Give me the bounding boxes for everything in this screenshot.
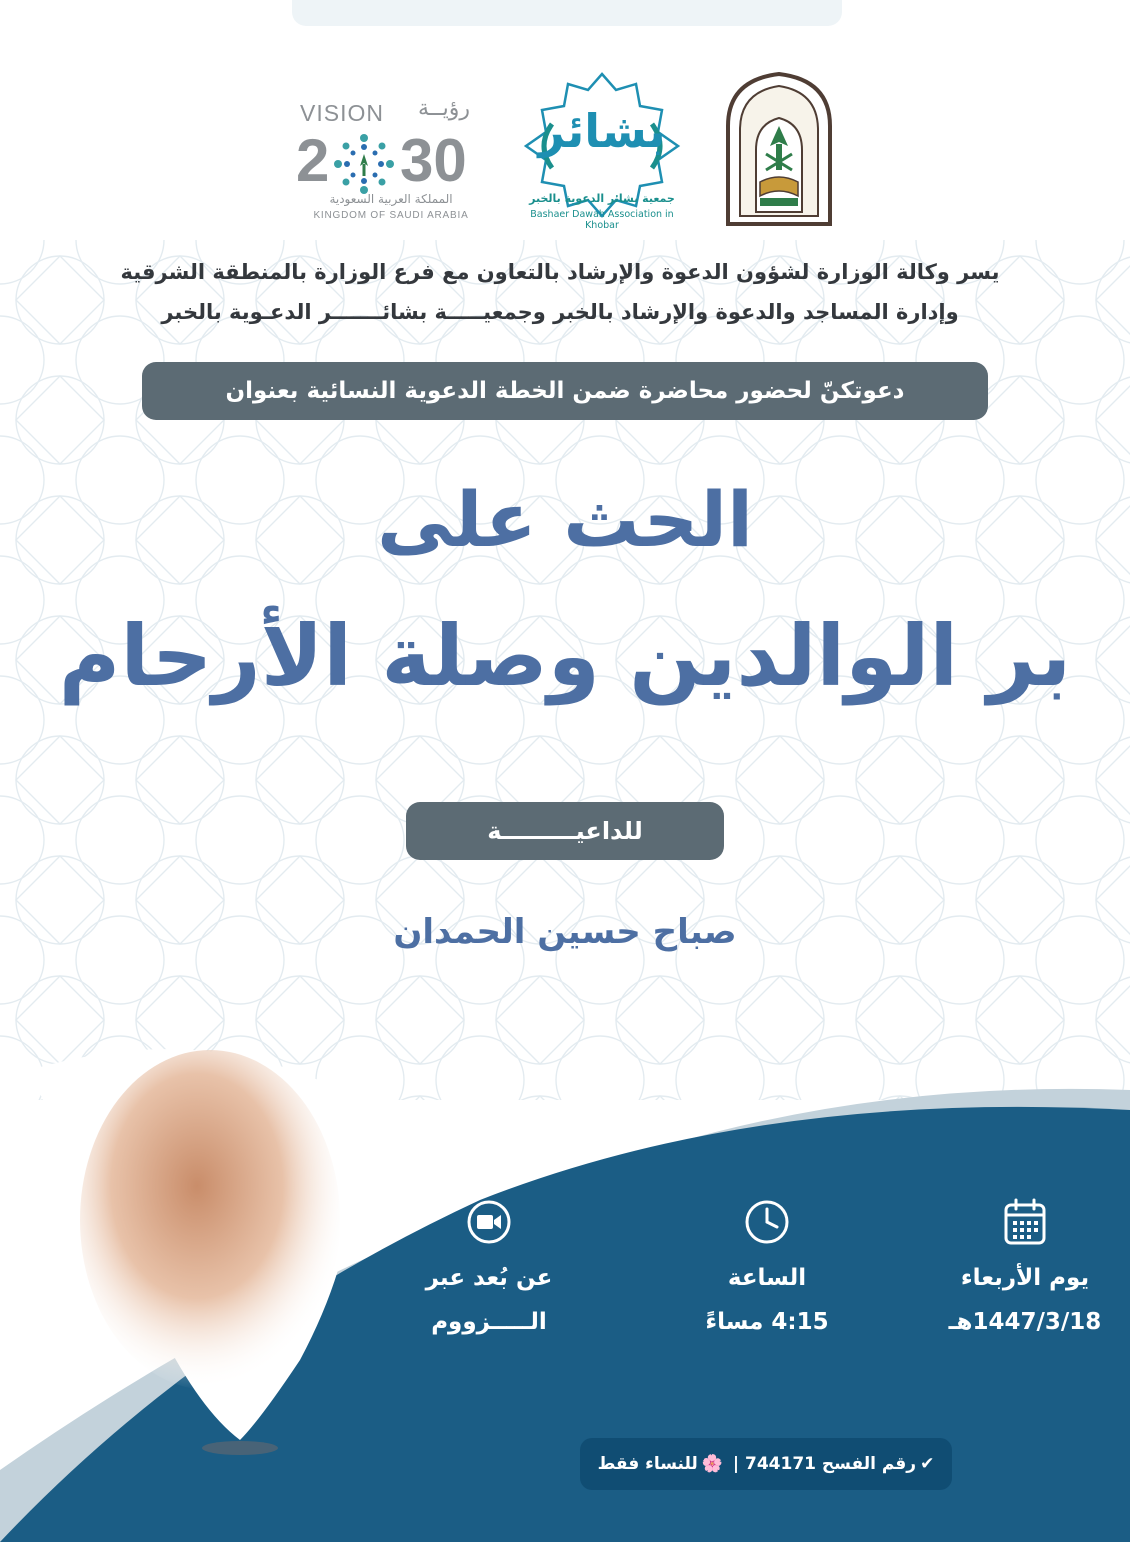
hands-image (80, 1050, 340, 1390)
ministry-logo (720, 70, 838, 226)
vision-2030-logo (296, 96, 492, 228)
video-camera-icon (465, 1198, 513, 1246)
bashaer-subtitle-ar: جمعية بشائر الدعوية بالخبر (529, 192, 675, 205)
vision-word: VISION (300, 100, 384, 126)
date-day: يوم الأربعاء (960, 1265, 1090, 1291)
time-label: الساعة (727, 1265, 807, 1291)
preacher-label: للداعيـــــــــة (406, 802, 724, 860)
top-strip (292, 0, 842, 26)
intro-line-2: وإدارة المساجد والدعوة والإرشاد بالخبر وجمعيـــــة بشائـــــــر الدعـوية بالخبر (161, 300, 959, 324)
permit-footer (580, 1438, 952, 1490)
invite-banner: دعوتكنّ لحضور محاضرة ضمن الخطة الدعوية النسائية بعنوان (142, 362, 988, 420)
vision-number-30: 30 (400, 127, 467, 194)
vision-number-2: 2 (296, 127, 330, 194)
date-value: 1447/3/18هـ (948, 1309, 1102, 1335)
clock-icon (743, 1198, 791, 1246)
bashaer-subtitle-en: Bashaer Dawah Association in Khobar (530, 209, 674, 231)
check-icon: ✔ (920, 1454, 935, 1474)
online-label: عن بُعد عبر (425, 1265, 553, 1291)
women-only-label: للنساء فقط (597, 1454, 698, 1474)
info-time (670, 1198, 864, 1344)
lecture-title-line-1: الحث على (376, 475, 754, 564)
vision-ksa-ar: المملكة العربية السعودية (329, 192, 453, 206)
info-date (928, 1198, 1122, 1344)
online-platform: الـــــزووم (431, 1309, 547, 1335)
bashaer-wordmark: بشائر (538, 104, 666, 158)
permit-number: رقم الفسح 744171 | (726, 1454, 917, 1474)
bashaer-logo (512, 70, 692, 231)
lecture-title-line-2: بر الوالدين وصلة الأرحام (58, 607, 1072, 705)
vision-flower-icon (332, 132, 396, 196)
vision-word-ar: رؤيــة (418, 96, 471, 121)
time-value: 4:15 مساءً (705, 1309, 829, 1335)
intro-text (120, 252, 1000, 332)
calendar-icon (1003, 1198, 1047, 1246)
flower-icon: 🌸 (701, 1454, 723, 1474)
vision-ksa-en: KINGDOM OF SAUDI ARABIA (313, 210, 469, 221)
intro-line-1: يسر وكالة الوزارة لشؤون الدعوة والإرشاد بالتعاون مع فرع الوزارة بالمنطقة الشرقية (120, 260, 1000, 284)
info-online (392, 1198, 586, 1344)
speaker-name: صباح حسين الحمدان (393, 912, 737, 952)
